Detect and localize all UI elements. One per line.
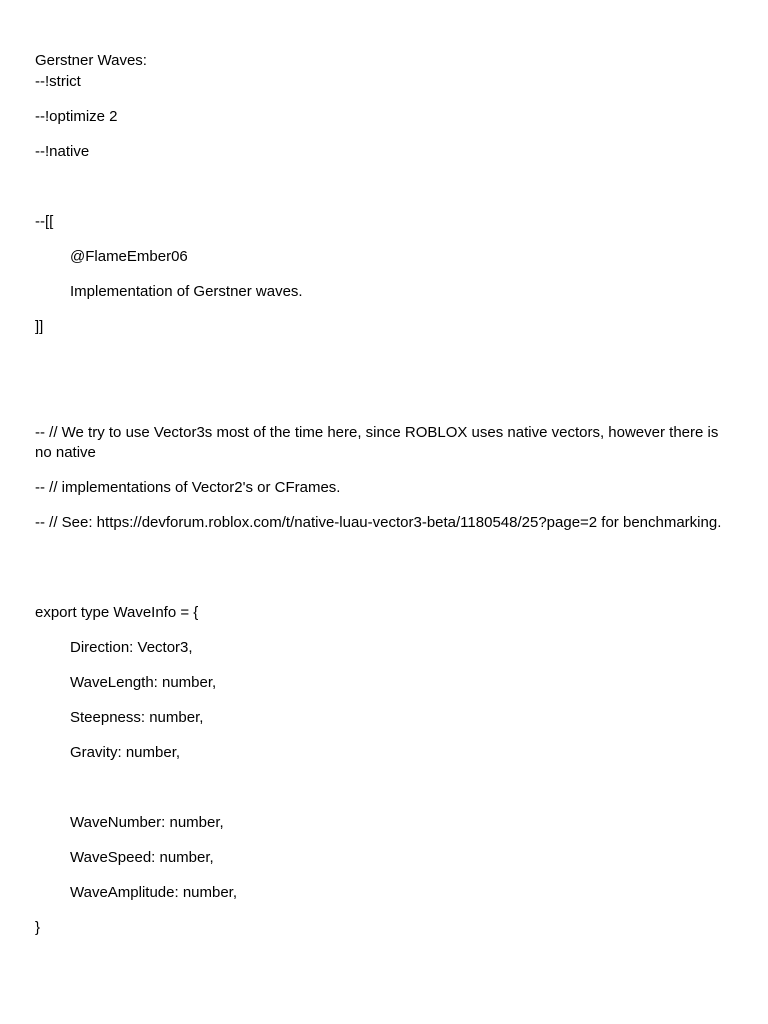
document-heading: Gerstner Waves: [35,52,147,69]
type-field: Direction: Vector3, [70,639,193,656]
type-field: WaveAmplitude: number, [70,884,238,901]
type-field: WaveNumber: number, [70,814,224,831]
directive-strict: --!strict [35,73,81,90]
block-comment-description: Implementation of Gerstner waves. [70,283,303,300]
directive-native: --!native [35,143,90,160]
type-decl-close: } [35,919,41,936]
comment-line: -- // We try to use Vector3s most of the time here, since ROBLOX uses native vectors, however there is no native [35,424,723,461]
type-field: WaveSpeed: number, [70,849,214,866]
type-field: Steepness: number, [70,709,204,726]
block-comment-open: --[[ [35,213,54,230]
comment-line: -- // See: https://devforum.roblox.com/t/native-luau-vector3-beta/1180548/25?page=2 for benchmarking. [35,514,722,531]
type-field: Gravity: number, [70,744,181,761]
directive-optimize: --!optimize 2 [35,108,118,125]
type-decl-open: export type WaveInfo = { [35,604,199,621]
comment-line: -- // implementations of Vector2's or CFrames. [35,479,341,496]
type-field: WaveLength: number, [70,674,217,691]
block-comment-close: ]] [35,318,44,335]
block-comment-author: @FlameEmber06 [70,248,188,265]
